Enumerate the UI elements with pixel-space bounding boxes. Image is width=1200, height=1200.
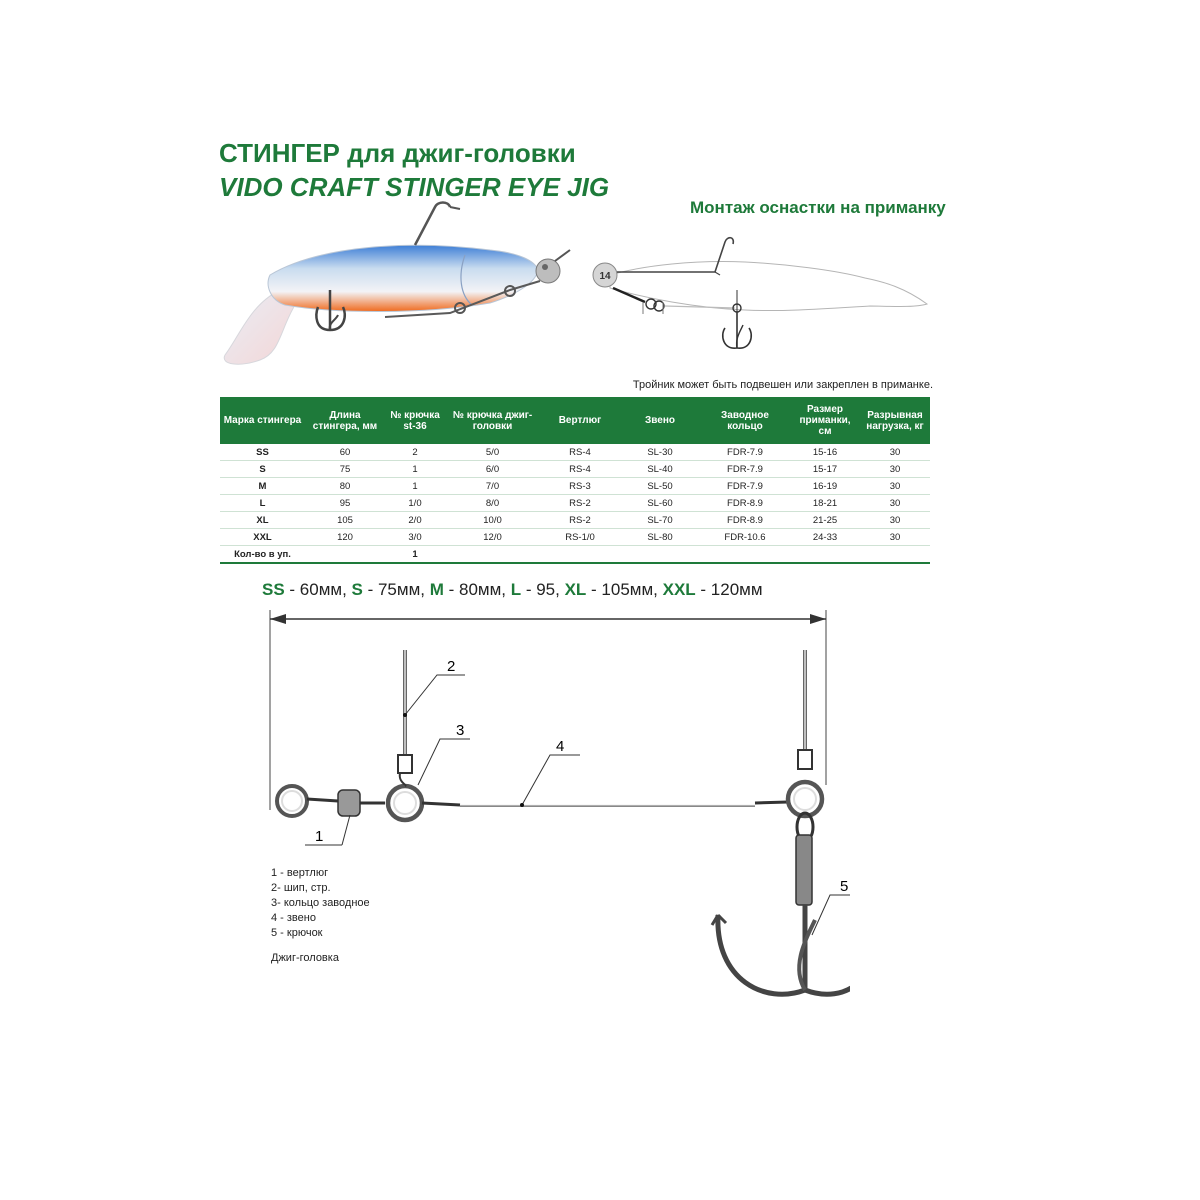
table-cell: SL-70: [620, 512, 700, 529]
rig-montage-diagram: [585, 230, 935, 370]
table-cell: 1: [385, 478, 445, 495]
table-cell: 3/0: [385, 529, 445, 546]
table-cell: [620, 546, 700, 564]
table-cell: 2: [385, 444, 445, 461]
jig-label: Джиг-головка: [271, 952, 339, 964]
size-code: XXL: [662, 580, 696, 599]
column-header: Размер приманки, см: [790, 397, 860, 444]
table-cell: [305, 546, 385, 564]
legend-item: 4 - звено: [271, 912, 316, 924]
table-cell: RS-4: [540, 461, 620, 478]
qty-label: Кол-во в уп.: [220, 546, 305, 564]
callout-4: 4: [556, 738, 565, 755]
table-cell: RS-3: [540, 478, 620, 495]
size-code: L: [510, 580, 522, 599]
table-cell: RS-1/0: [540, 529, 620, 546]
table-cell: 16-19: [790, 478, 860, 495]
table-cell: FDR-8.9: [700, 512, 790, 529]
table-cell: SL-30: [620, 444, 700, 461]
qty-row: [220, 546, 930, 564]
column-header: Звено: [620, 397, 700, 444]
table-header-row: [220, 397, 930, 444]
table-cell: 75: [305, 461, 385, 478]
table-cell: RS-4: [540, 444, 620, 461]
table-cell: SL-40: [620, 461, 700, 478]
table-cell: 6/0: [445, 461, 540, 478]
table-cell: FDR-7.9: [700, 461, 790, 478]
qty-value: 1: [385, 546, 445, 564]
table-cell: 1/0: [385, 495, 445, 512]
table-cell: SL-60: [620, 495, 700, 512]
table-row: [220, 512, 930, 529]
table-cell: [540, 546, 620, 564]
table-cell: 18-21: [790, 495, 860, 512]
column-header: Марка стингера: [220, 397, 305, 444]
table-cell: 95: [305, 495, 385, 512]
size-text: - 105мм,: [586, 580, 663, 599]
callout-2: 2: [447, 658, 456, 675]
legend-item: 1 - вертлюг: [271, 867, 329, 879]
stinger-code-cell: XL: [220, 512, 305, 529]
size-text: - 80мм,: [443, 580, 511, 599]
table-cell: 7/0: [445, 478, 540, 495]
stinger-code-cell: M: [220, 478, 305, 495]
table-cell: RS-2: [540, 512, 620, 529]
column-header: Разрывная нагрузка, кг: [860, 397, 930, 444]
table-cell: SL-80: [620, 529, 700, 546]
callout-3: 3: [456, 722, 465, 739]
size-text: - 60мм,: [284, 580, 352, 599]
table-cell: FDR-7.9: [700, 478, 790, 495]
title-en: VIDO CRAFT STINGER EYE JIG: [219, 172, 610, 202]
table-cell: 15-16: [790, 444, 860, 461]
table-cell: 2/0: [385, 512, 445, 529]
table-body: [220, 444, 930, 563]
table-cell: 30: [860, 444, 930, 461]
table-cell: 24-33: [790, 529, 860, 546]
legend-item: 2- шип, стр.: [271, 882, 331, 894]
table-cell: 30: [860, 461, 930, 478]
legend: [271, 866, 370, 941]
table-cell: 12/0: [445, 529, 540, 546]
montage-caption: Монтаж оснастки на приманку: [690, 198, 946, 217]
column-header: Заводное кольцо: [700, 397, 790, 444]
table-cell: FDR-8.9: [700, 495, 790, 512]
table-cell: [860, 546, 930, 564]
table-cell: RS-2: [540, 495, 620, 512]
table-cell: 21-25: [790, 512, 860, 529]
table-cell: 60: [305, 444, 385, 461]
table-cell: 30: [860, 495, 930, 512]
size-code: XL: [564, 580, 587, 599]
table-cell: FDR-10.6: [700, 529, 790, 546]
table-cell: 120: [305, 529, 385, 546]
title-ru: СТИНГЕР для джиг-головки: [219, 138, 576, 168]
sizes-line: [262, 580, 763, 600]
note-text: Тройник может быть подвешен или закреплен в приманке.: [632, 379, 933, 391]
size-text: - 75мм,: [362, 580, 430, 599]
jig-badge: 14: [599, 271, 611, 282]
size-text: - 120мм: [695, 580, 763, 599]
table-cell: 15-17: [790, 461, 860, 478]
table-cell: 105: [305, 512, 385, 529]
table-cell: SL-50: [620, 478, 700, 495]
legend-item: 3- кольцо заводное: [271, 897, 370, 909]
column-header: Вертлюг: [540, 397, 620, 444]
stinger-code-cell: L: [220, 495, 305, 512]
column-header: № крючка st-36: [385, 397, 445, 444]
stinger-code-cell: SS: [220, 444, 305, 461]
size-code: SS: [262, 580, 285, 599]
table-cell: 10/0: [445, 512, 540, 529]
spec-table: [220, 397, 930, 564]
size-code: M: [429, 580, 444, 599]
table-cell: 8/0: [445, 495, 540, 512]
callout-1: 1: [315, 828, 324, 845]
callout-5: 5: [840, 878, 849, 895]
legend-item: 5 - крючок: [271, 927, 323, 939]
column-header: Длина стингера, мм: [305, 397, 385, 444]
table-cell: FDR-7.9: [700, 444, 790, 461]
size-code: S: [351, 580, 363, 599]
table-cell: 30: [860, 529, 930, 546]
table-cell: 5/0: [445, 444, 540, 461]
table-row: [220, 478, 930, 495]
table-cell: [700, 546, 790, 564]
table-cell: [790, 546, 860, 564]
table-row: [220, 529, 930, 546]
table-row: [220, 444, 930, 461]
table-cell: [445, 546, 540, 564]
stinger-schematic: [260, 605, 850, 1015]
stinger-code-cell: S: [220, 461, 305, 478]
table-cell: 30: [860, 478, 930, 495]
table-row: [220, 461, 930, 478]
size-text: - 95,: [521, 580, 565, 599]
table-row: [220, 495, 930, 512]
column-header: № крючка джиг-головки: [445, 397, 540, 444]
table-cell: 1: [385, 461, 445, 478]
lure-illustration: [210, 195, 580, 380]
table-cell: 30: [860, 512, 930, 529]
stinger-code-cell: XXL: [220, 529, 305, 546]
table-cell: 80: [305, 478, 385, 495]
